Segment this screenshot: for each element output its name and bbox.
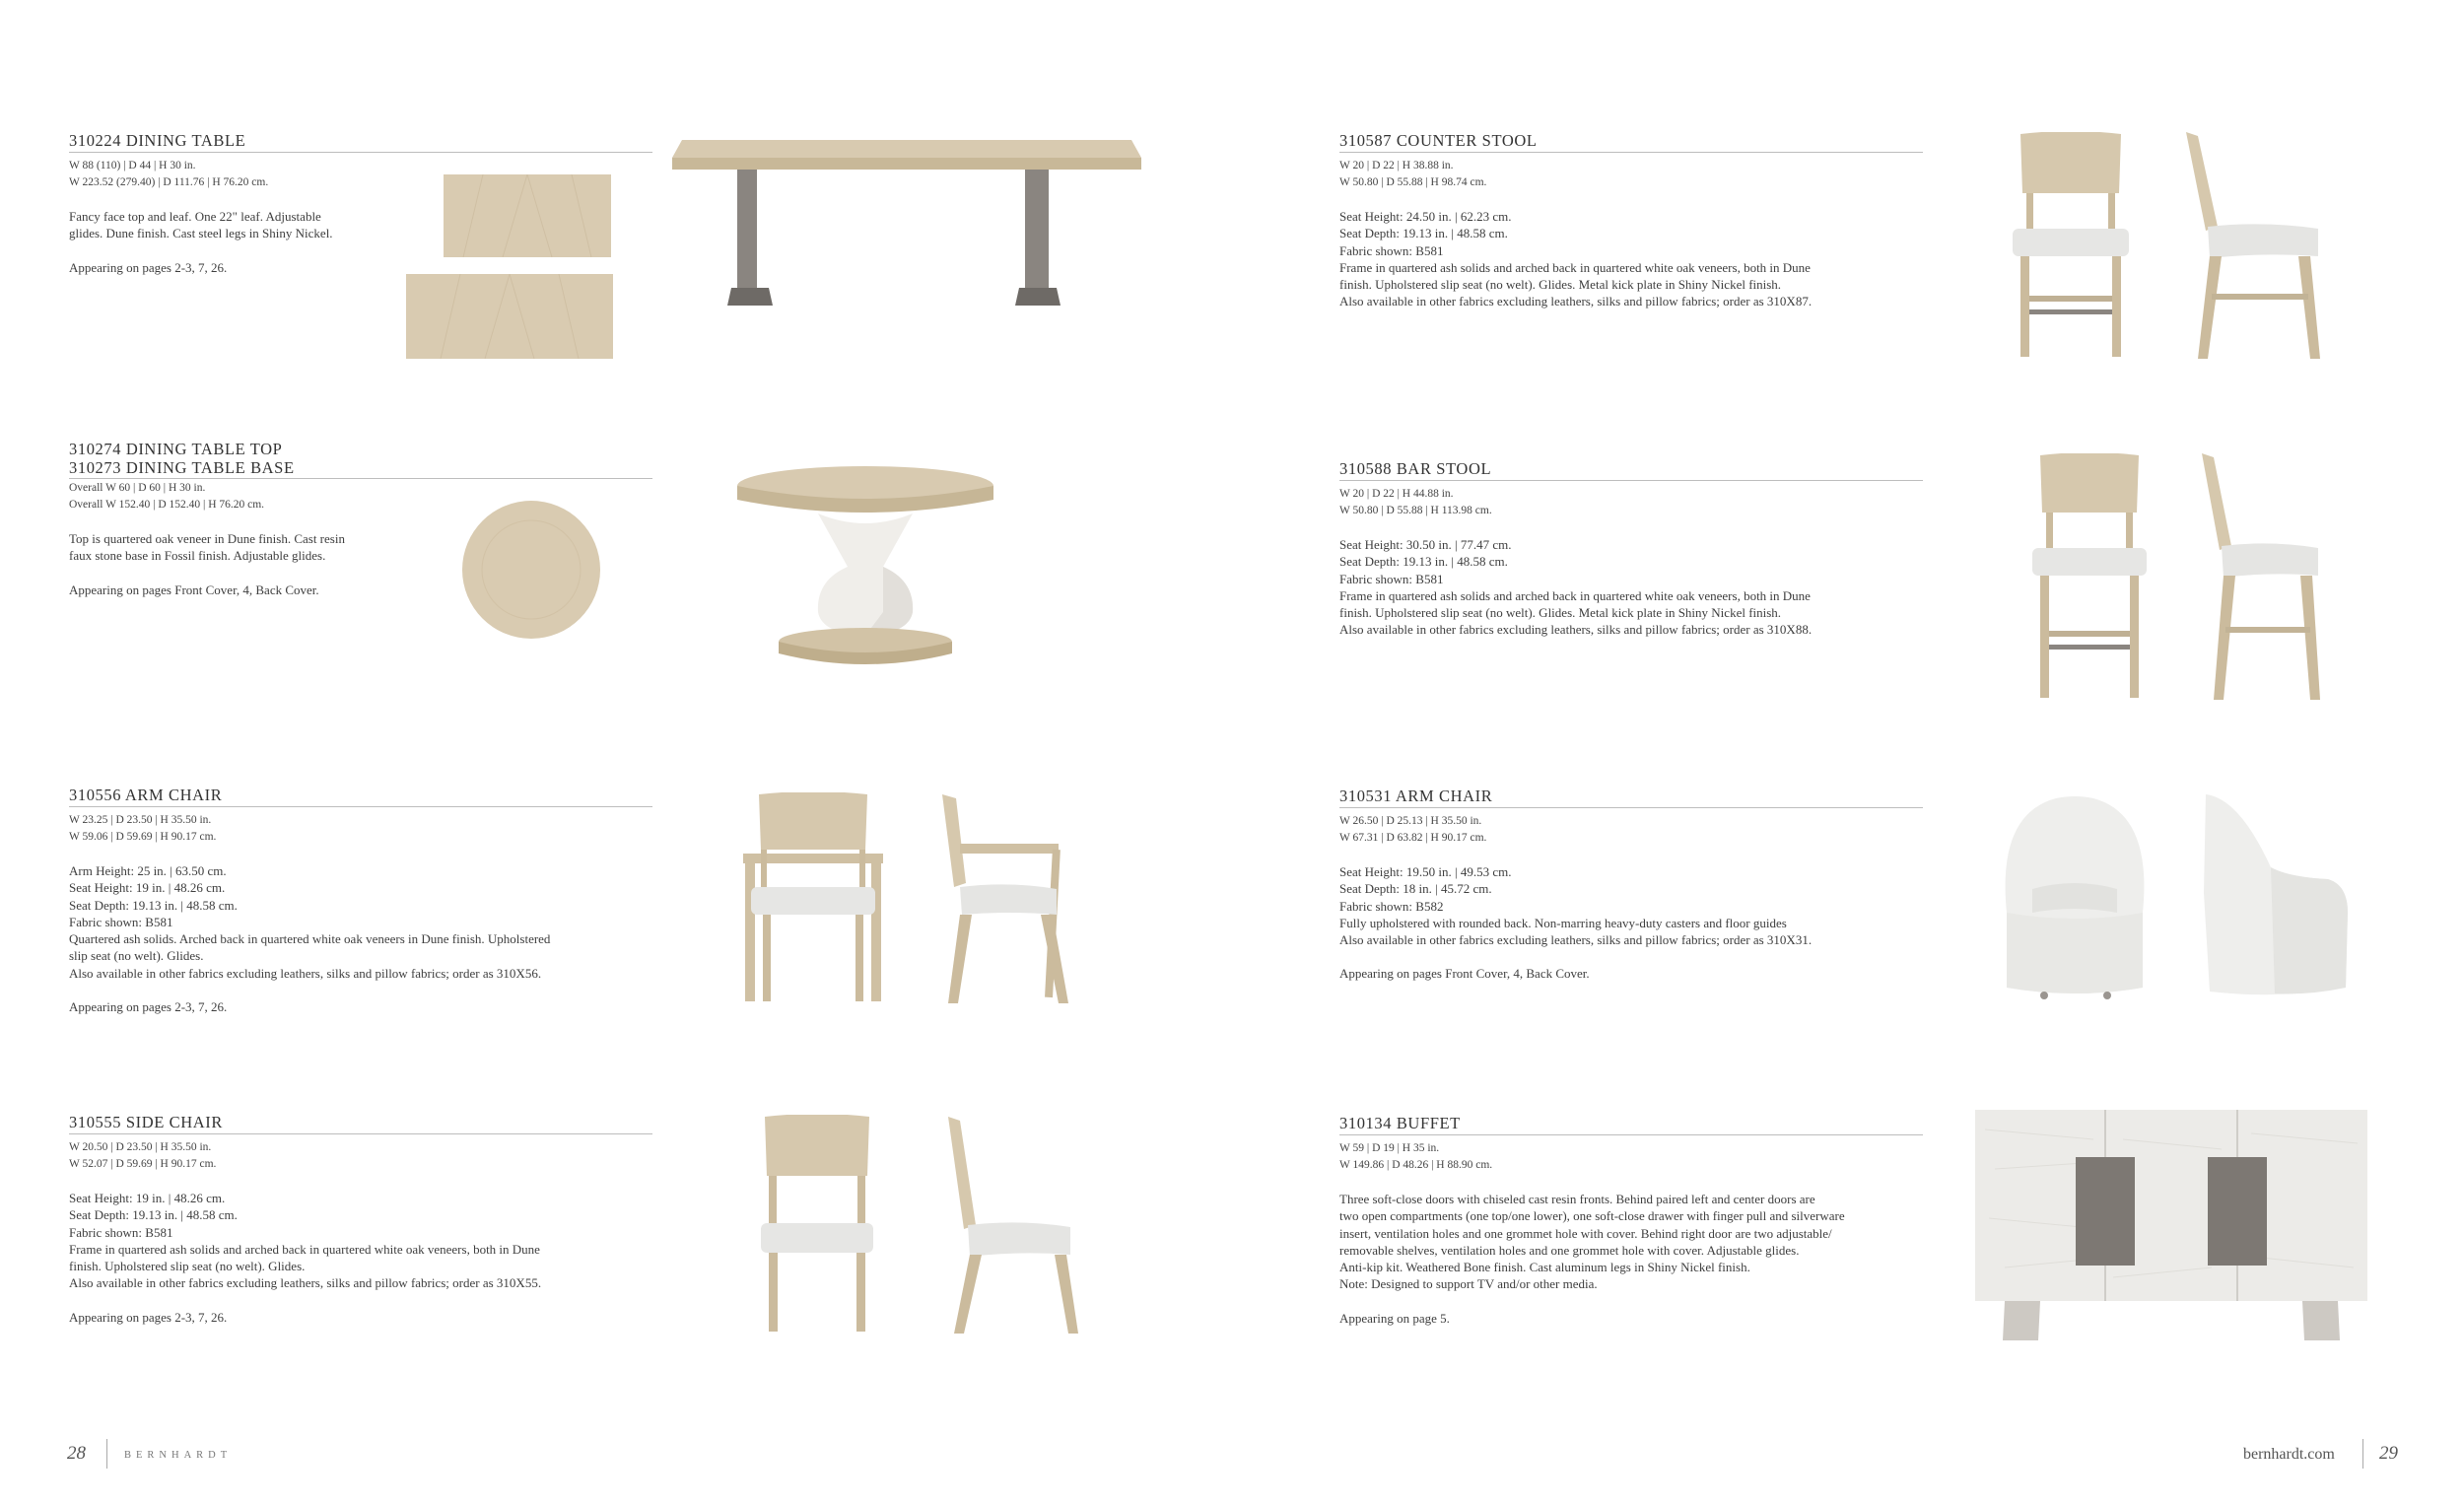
side-chair-side-image [942, 1117, 1078, 1335]
description-line: Quartered ash solids. Arched back in quartered white oak veneers in Dune finish. Upholstered [69, 931, 551, 947]
bar-stool-front-image [2030, 453, 2149, 700]
title-rule [1339, 480, 1923, 481]
description-line: Also available in other fabrics excluding leathers, silks and pillow fabrics; order as 310X56. [69, 965, 542, 981]
description-line: removable shelves, ventilation holes and one grommet hole with cover. Adjustable glides. [1339, 1242, 1800, 1258]
description-line: glides. Dune finish. Cast steel legs in Shiny Nickel. [69, 226, 333, 241]
round-dining-table-image [735, 464, 995, 669]
description-line: Seat Height: 19 in. | 48.26 cm. [69, 1191, 226, 1205]
description-line: Frame in quartered ash solids and arched back in quartered white oak veneers, both in Dune [1339, 587, 1811, 603]
title-rule [69, 478, 652, 479]
dims-imperial: W 20 | D 22 | H 38.88 in. [1339, 160, 1454, 171]
description-line: Fabric shown: B581 [69, 1224, 173, 1240]
product-arm-chair-310531 [1339, 787, 1923, 982]
description-line: Three soft-close doors with chiseled cast resin fronts. Behind paired left and center doors are [1339, 1192, 1815, 1206]
dims-metric: W 52.07 | D 59.69 | H 90.17 cm. [69, 1158, 217, 1170]
brand-wordmark: BERNHARDT [124, 1450, 233, 1461]
bar-stool-side-image [2200, 453, 2322, 702]
product-bar-stool [1339, 459, 1923, 639]
dims-imperial: Overall W 60 | D 60 | H 30 in. [69, 482, 206, 494]
product-title: 310274 DINING TABLE TOP [69, 440, 283, 458]
product-title: 310556 ARM CHAIR [69, 786, 223, 804]
appearing-pages: Appearing on pages Front Cover, 4, Back Cover. [69, 582, 319, 597]
product-counter-stool [1339, 131, 1923, 310]
description-line: two open compartments (one top/one lower), one soft-close drawer with finger pull and silverware [1339, 1208, 1845, 1224]
left-page-number: 28 [67, 1443, 86, 1464]
dims-metric: W 223.52 (279.40) | D 111.76 | H 76.20 cm. [69, 176, 269, 188]
product-side-chair-310555 [69, 1113, 652, 1326]
description-line: Top is quartered oak veneer in Dune finish. Cast resin [69, 531, 345, 546]
title-rule [69, 1133, 652, 1134]
description-line: Also available in other fabrics excluding leathers, silks and pillow fabrics; order as 310X87. [1339, 294, 1813, 309]
description-line: finish. Upholstered slip seat (no welt). Glides. Metal kick plate in Shiny Nickel finish. [1339, 277, 1782, 293]
title-rule [1339, 1134, 1923, 1135]
dims-imperial: W 23.25 | D 23.50 | H 35.50 in. [69, 814, 212, 826]
description-line: Fabric shown: B581 [1339, 242, 1444, 258]
table-top-swatch-small [444, 174, 611, 257]
product-title: 310224 DINING TABLE [69, 131, 246, 150]
appearing-pages: Appearing on page 5. [1339, 1310, 1450, 1326]
description-line: Seat Height: 19.50 in. | 49.53 cm. [1339, 864, 1512, 879]
product-title: 310134 BUFFET [1339, 1114, 1461, 1132]
title-rule [69, 806, 652, 807]
dims-metric: W 59.06 | D 59.69 | H 90.17 cm. [69, 831, 217, 843]
product-description [69, 1190, 652, 1292]
appearing-pages: Appearing on pages 2-3, 7, 26. [69, 259, 228, 275]
appearing-pages: Appearing on pages 2-3, 7, 26. [69, 999, 228, 1015]
description-line: Arm Height: 25 in. | 63.50 cm. [69, 863, 227, 878]
dims-imperial: W 59 | D 19 | H 35 in. [1339, 1142, 1440, 1154]
description-line: Note: Designed to support TV and/or other media. [1339, 1276, 1598, 1292]
dims-metric: W 50.80 | D 55.88 | H 98.74 cm. [1339, 176, 1487, 188]
appearing-pages: Appearing on pages Front Cover, 4, Back Cover. [1339, 966, 1590, 982]
title-rule [69, 152, 652, 153]
footer-divider-left [106, 1439, 107, 1469]
description-line: Fully upholstered with rounded back. Non-marring heavy-duty casters and floor guides [1339, 915, 1787, 930]
upholstered-chair-front-image [1997, 794, 2153, 1003]
appearing-pages: Appearing on pages 2-3, 7, 26. [69, 1309, 228, 1325]
description-line: Seat Height: 24.50 in. | 62.23 cm. [1339, 209, 1512, 224]
description-line: Frame in quartered ash solids and arched back in quartered white oak veneers, both in Dune [1339, 259, 1811, 275]
right-page-number: 29 [2379, 1443, 2398, 1464]
title-rule [1339, 152, 1923, 153]
description-line: insert, ventilation holes and one grommet hole with cover. Behind right door are two adjustable/ [1339, 1225, 1832, 1241]
counter-stool-side-image [2184, 132, 2322, 361]
product-description [1339, 863, 1923, 948]
description-line: Fabric shown: B582 [1339, 898, 1444, 914]
product-title: 310555 SIDE CHAIR [69, 1113, 223, 1131]
description-line: Fabric shown: B581 [69, 914, 173, 929]
dims-metric: W 67.31 | D 63.82 | H 90.17 cm. [1339, 832, 1487, 844]
description-line: faux stone base in Fossil finish. Adjustable glides. [69, 548, 326, 564]
description-line: Seat Depth: 19.13 in. | 48.58 cm. [1339, 554, 1508, 570]
product-title: 310588 BAR STOOL [1339, 459, 1492, 478]
description-line: finish. Upholstered slip seat (no welt). Glides. Metal kick plate in Shiny Nickel finish. [1339, 605, 1782, 621]
product-description [1339, 536, 1923, 639]
description-line: Seat Depth: 18 in. | 45.72 cm. [1339, 881, 1492, 897]
upholstered-chair-side-image [2200, 794, 2348, 1003]
side-chair-front-image [759, 1115, 875, 1334]
description-line: Also available in other fabrics excluding leathers, silks and pillow fabrics; order as 310X88. [1339, 622, 1813, 638]
product-description [1339, 1191, 1923, 1293]
buffet-image [1975, 1110, 2367, 1342]
website-link[interactable]: bernhardt.com [2243, 1446, 2335, 1463]
description-line: Seat Depth: 19.13 in. | 48.58 cm. [69, 897, 238, 913]
title-rule [1339, 807, 1923, 808]
dims-imperial: W 26.50 | D 25.13 | H 35.50 in. [1339, 815, 1482, 827]
counter-stool-front-image [2011, 132, 2131, 359]
description-line: Seat Depth: 19.13 in. | 48.58 cm. [1339, 226, 1508, 241]
description-line: Seat Height: 30.50 in. | 77.47 cm. [1339, 537, 1512, 552]
footer-divider-right [2362, 1439, 2363, 1469]
product-description [1339, 208, 1923, 310]
dims-imperial: W 20.50 | D 23.50 | H 35.50 in. [69, 1141, 212, 1153]
description-line: slip seat (no welt). Glides. [69, 948, 204, 964]
round-top-swatch [461, 500, 601, 640]
description-line: Fancy face top and leaf. One 22" leaf. Adjustable [69, 209, 321, 224]
dims-imperial: W 88 (110) | D 44 | H 30 in. [69, 160, 196, 171]
description-line: Seat Height: 19 in. | 48.26 cm. [69, 880, 226, 896]
dims-metric: W 149.86 | D 48.26 | H 88.90 cm. [1339, 1159, 1493, 1171]
dims-imperial: W 20 | D 22 | H 44.88 in. [1339, 488, 1454, 500]
arm-chair-front-image [741, 792, 885, 1003]
product-title-2: 310273 DINING TABLE BASE [69, 458, 295, 477]
table-top-swatch-large [406, 274, 613, 359]
description-line: Seat Depth: 19.13 in. | 48.58 cm. [69, 1207, 238, 1223]
description-line: Frame in quartered ash solids and arched back in quartered white oak veneers, both in Dune [69, 1241, 540, 1257]
description-line: Fabric shown: B581 [1339, 571, 1444, 586]
arm-chair-side-image [930, 794, 1070, 1005]
dims-metric: Overall W 152.40 | D 152.40 | H 76.20 cm. [69, 499, 265, 511]
description-line: Also available in other fabrics excluding leathers, silks and pillow fabrics; order as 310X55. [69, 1275, 542, 1291]
product-description [69, 862, 652, 982]
product-title: 310531 ARM CHAIR [1339, 787, 1493, 805]
dining-table-image [670, 140, 1143, 309]
description-line: Also available in other fabrics excluding leathers, silks and pillow fabrics; order as 310X31. [1339, 932, 1813, 948]
description-line: Anti-kip kit. Weathered Bone finish. Cast aluminum legs in Shiny Nickel finish. [1339, 1260, 1750, 1275]
description-line: finish. Upholstered slip seat (no welt). Glides. [69, 1259, 306, 1274]
product-arm-chair-310556 [69, 786, 652, 1015]
product-title: 310587 COUNTER STOOL [1339, 131, 1538, 150]
product-buffet [1339, 1114, 1923, 1327]
dims-metric: W 50.80 | D 55.88 | H 113.98 cm. [1339, 505, 1492, 516]
